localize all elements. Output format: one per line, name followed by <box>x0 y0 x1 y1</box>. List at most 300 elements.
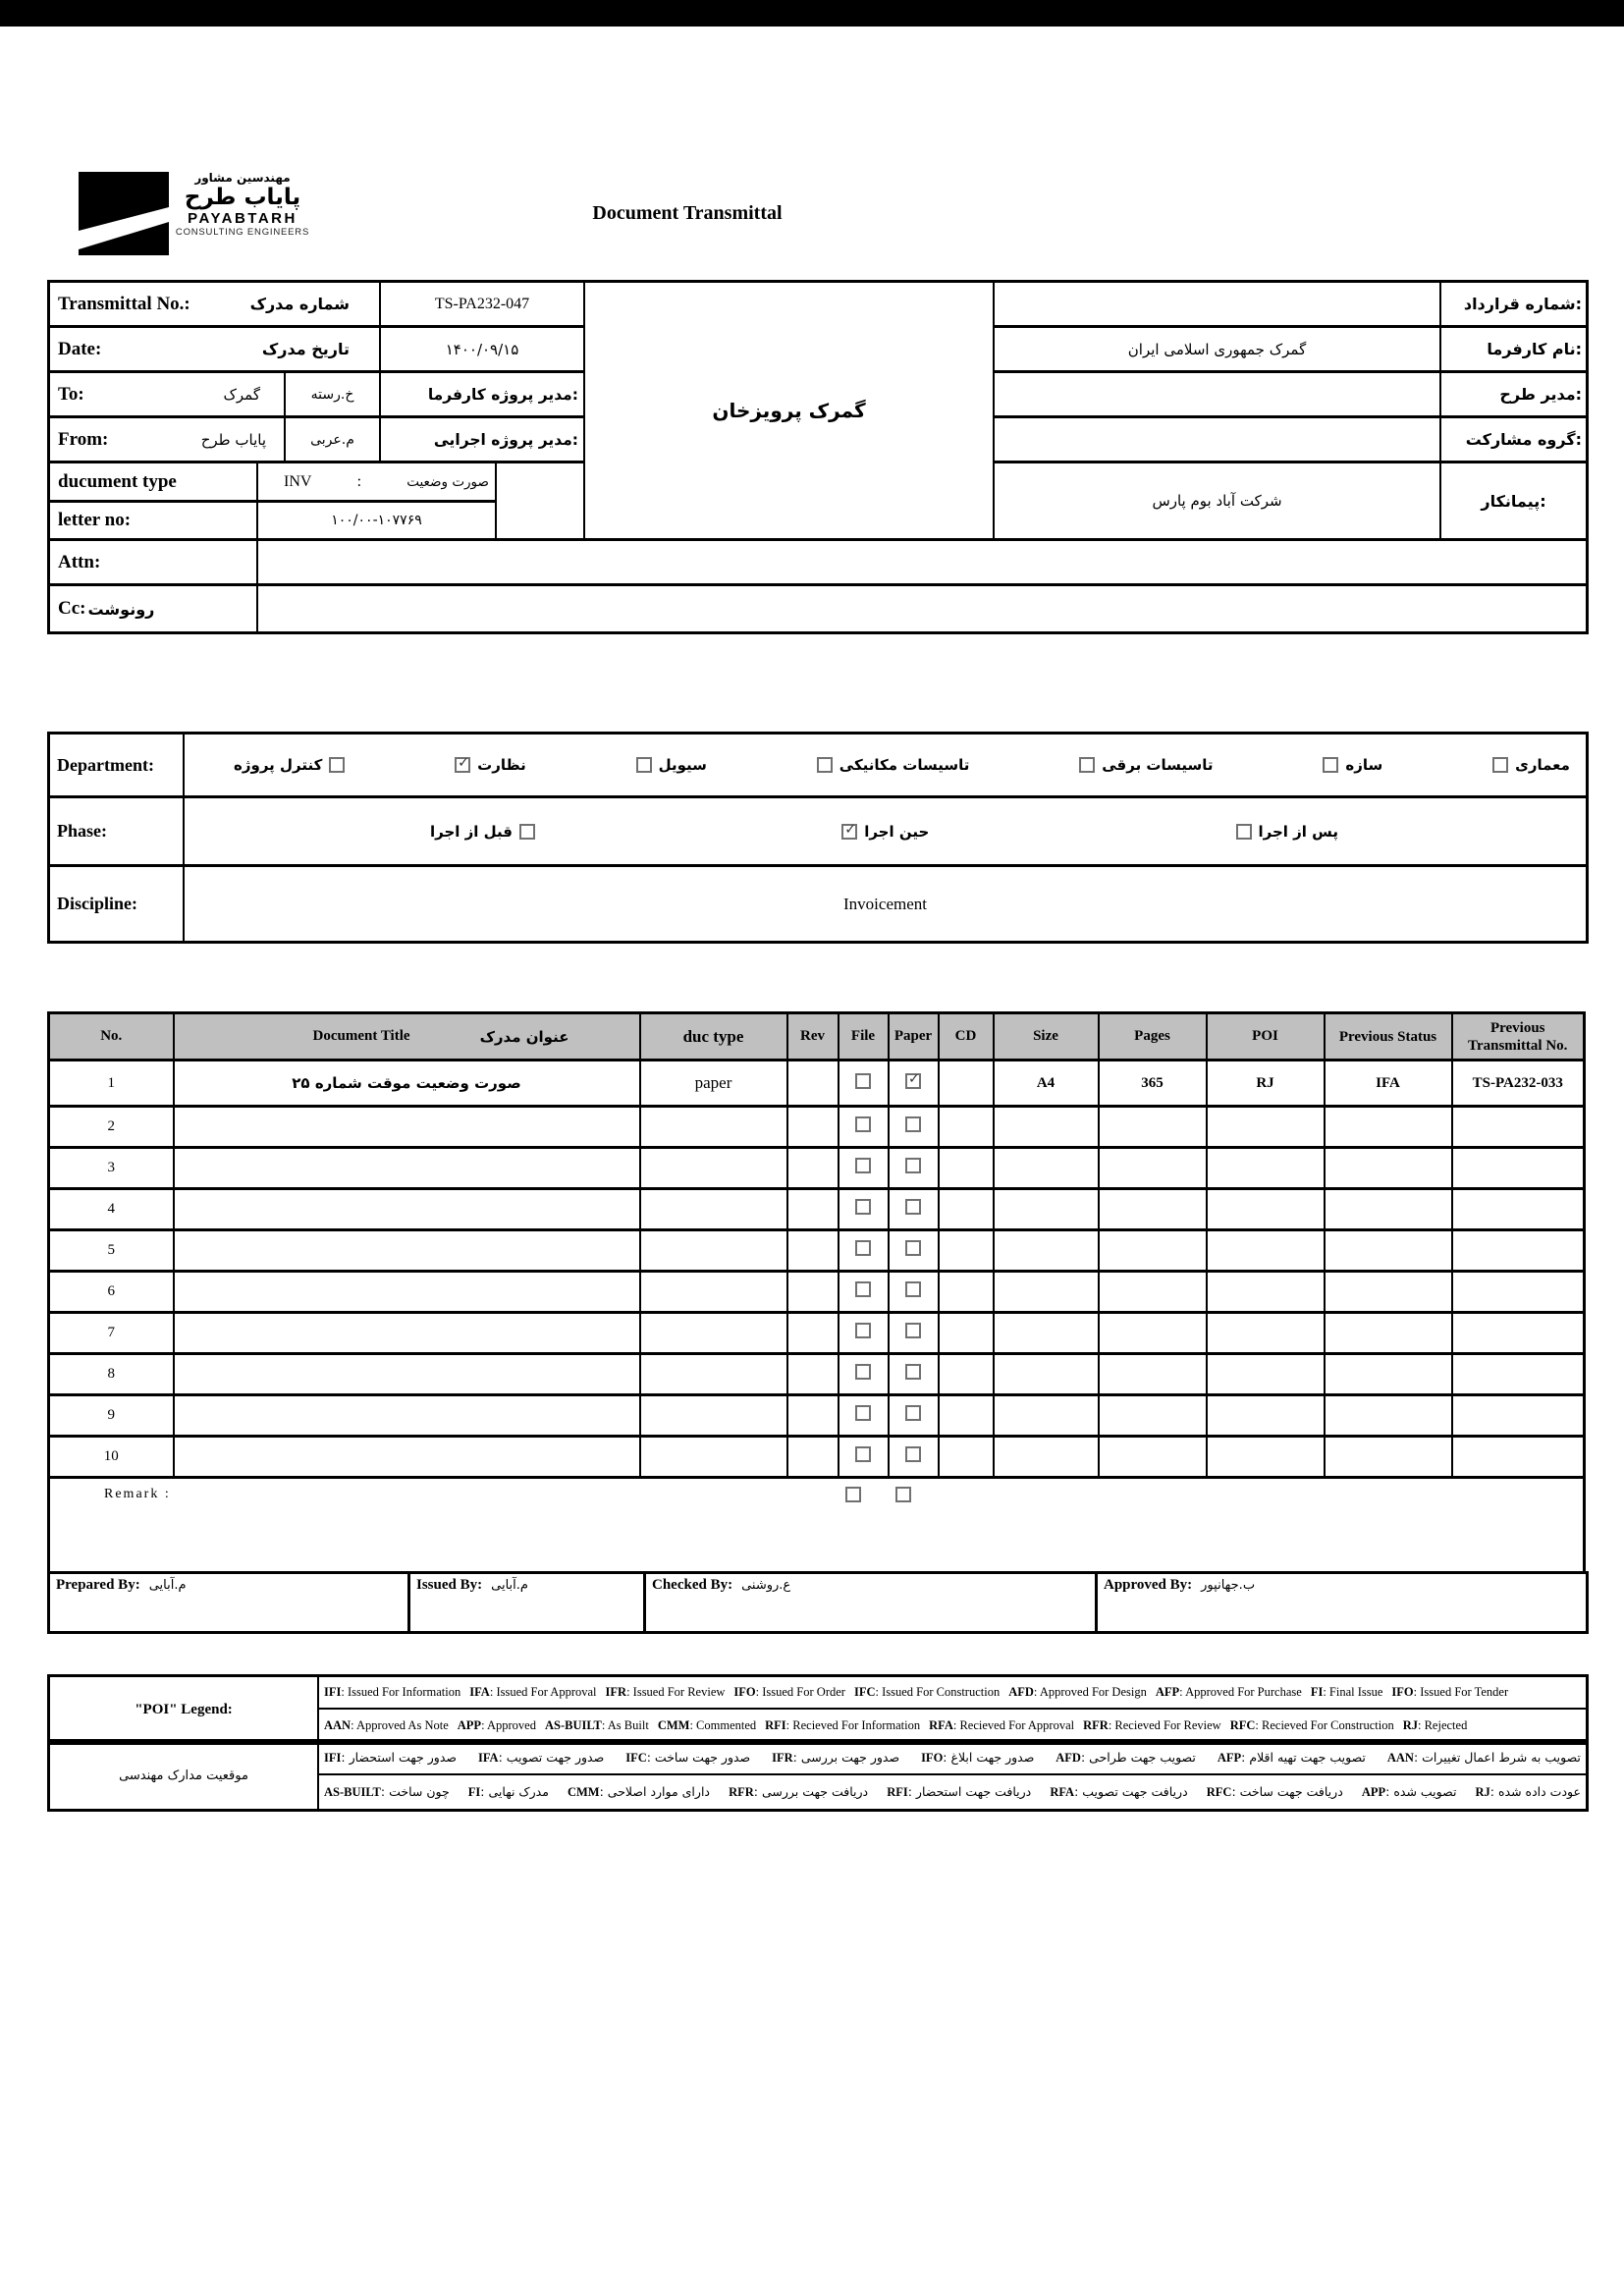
legend-item <box>733 1685 845 1700</box>
paper-checkbox[interactable] <box>905 1240 921 1256</box>
file-checkbox-cell <box>839 1437 889 1478</box>
cell-poi <box>1207 1354 1325 1395</box>
design-manager-value <box>995 373 1441 418</box>
attn-label: Attn: <box>58 551 101 572</box>
cell-poi <box>1207 1272 1325 1313</box>
cell-duc-type <box>640 1230 787 1272</box>
date-label-en: Date: <box>58 338 102 359</box>
cell-no: 3 <box>49 1148 174 1189</box>
cell-rev <box>787 1437 839 1478</box>
from-person: م.عربی <box>286 418 381 463</box>
legend-text: : Recieved For Construction <box>1255 1718 1394 1732</box>
cell-pages <box>1099 1395 1207 1437</box>
poi-legend-fa <box>47 1739 1589 1812</box>
legend-code: IFI <box>324 1751 342 1765</box>
file-checkbox-cell <box>839 1272 889 1313</box>
cell-rev <box>787 1313 839 1354</box>
cell-prev-status <box>1325 1313 1452 1354</box>
poi-legend-line1 <box>319 1677 1586 1710</box>
legend-text: : Issued For Order <box>755 1685 845 1699</box>
department-option-label: تاسیسات برقی <box>1102 756 1214 774</box>
cell-size <box>994 1189 1099 1230</box>
cell-duc-type <box>640 1189 787 1230</box>
paper-checkbox[interactable] <box>905 1116 921 1132</box>
cell-poi <box>1207 1107 1325 1148</box>
legend-code: IFA <box>469 1685 490 1699</box>
cell-rev <box>787 1354 839 1395</box>
legend-text: : Approved <box>481 1718 536 1732</box>
paper-checkbox-cell <box>889 1354 939 1395</box>
col-header-file: File <box>839 1013 889 1061</box>
legend-code: RFI <box>765 1718 786 1732</box>
phase-options <box>185 798 1586 867</box>
issued-by-name: م.آبایی <box>491 1578 528 1593</box>
doc-type-label: ducument type <box>58 470 177 492</box>
legend-item <box>658 1718 756 1733</box>
cell-no: 8 <box>49 1354 174 1395</box>
department-option <box>636 756 707 774</box>
legend-code: FI <box>1310 1685 1324 1699</box>
cell-duc-type <box>640 1354 787 1395</box>
file-checkbox[interactable] <box>855 1073 871 1089</box>
phase-label: Phase: <box>50 798 185 867</box>
file-checkbox[interactable] <box>855 1116 871 1132</box>
legend-item <box>729 1784 868 1800</box>
legend-text: : تصویب جهت طراحی <box>1080 1750 1196 1765</box>
legend-text: : صدور جهت بررسی <box>792 1750 900 1765</box>
doc-type-value-cell <box>258 463 497 503</box>
department-option-label: معماری <box>1515 756 1570 774</box>
cell-cd <box>939 1313 994 1354</box>
cell-duc-type: paper <box>640 1061 787 1107</box>
paper-checkbox[interactable] <box>905 1446 921 1462</box>
paper-checkbox[interactable] <box>905 1405 921 1421</box>
paper-checkbox-cell <box>889 1061 939 1107</box>
contract-no-label: شماره قرارداد: <box>1441 283 1586 328</box>
col-header-title <box>174 1013 640 1061</box>
paper-checkbox-cell <box>889 1437 939 1478</box>
legend-code: RFA <box>929 1718 953 1732</box>
cell-duc-type <box>640 1395 787 1437</box>
paper-checkbox[interactable] <box>905 1199 921 1215</box>
cell-prev-status <box>1325 1189 1452 1230</box>
file-checkbox[interactable] <box>855 1158 871 1173</box>
to-cell <box>50 373 286 418</box>
legend-text: : چون ساخت <box>380 1784 450 1799</box>
cell-prev-transmittal <box>1452 1230 1585 1272</box>
department-option <box>1492 756 1570 774</box>
cell-size <box>994 1354 1099 1395</box>
table-header-row <box>49 1013 1585 1061</box>
legend-item <box>324 1685 460 1700</box>
document-list <box>47 1011 1586 1574</box>
department-checkbox[interactable] <box>1323 757 1338 773</box>
legend-code: IFC <box>853 1685 876 1699</box>
phase-checkbox[interactable] <box>519 824 535 840</box>
legend-code: APP <box>457 1718 482 1732</box>
cell-cd <box>939 1354 994 1395</box>
legend-text: : دریافت جهت ساخت <box>1231 1784 1343 1799</box>
cell-poi: RJ <box>1207 1061 1325 1107</box>
legend-item <box>1362 1784 1457 1800</box>
col-header-duc-type: duc type <box>640 1013 787 1061</box>
approved-by-cell <box>1098 1574 1586 1631</box>
signature-strip <box>47 1571 1589 1634</box>
logo-en-tagline: CONSULTING ENGINEERS <box>175 227 310 239</box>
file-checkbox-cell <box>839 1107 889 1148</box>
attn-label-cell <box>50 541 258 586</box>
legend-code: FI <box>467 1785 481 1799</box>
transmittal-no-label-cell <box>50 283 381 328</box>
phase-option-label: قبل از اجرا <box>430 822 513 841</box>
legend-code: AFP <box>1155 1685 1180 1699</box>
legend-code: RJ <box>1475 1785 1490 1799</box>
cell-rev <box>787 1061 839 1107</box>
checked-by-name: ع.روشنی <box>741 1578 791 1593</box>
legend-item <box>1207 1784 1343 1800</box>
legend-text: : تصویب به شرط اعمال تغییرات <box>1413 1750 1581 1765</box>
col-header-cd: CD <box>939 1013 994 1061</box>
cell-size <box>994 1230 1099 1272</box>
legend-item <box>929 1718 1074 1733</box>
project-name: گمرک پرویزخان <box>585 283 995 541</box>
approved-by-name: ب.جهانپور <box>1201 1578 1256 1593</box>
letter-no-label-cell <box>50 503 258 541</box>
legend-item <box>772 1750 899 1766</box>
to-label: To: <box>58 383 84 405</box>
legend-item <box>1476 1784 1581 1800</box>
legend-text: : Issued For Approval <box>489 1685 597 1699</box>
prepared-by-label: Prepared By: <box>56 1577 140 1593</box>
col-header-prev-transmittal: Previous Transmittal No. <box>1452 1013 1585 1061</box>
legend-item <box>921 1750 1034 1766</box>
cell-prev-transmittal <box>1452 1437 1585 1478</box>
legend-text: : Approved For Purchase <box>1179 1685 1302 1699</box>
cell-duc-type <box>640 1437 787 1478</box>
date-value: ۱۴۰۰/۰۹/۱۵ <box>381 328 585 373</box>
cell-pages <box>1099 1230 1207 1272</box>
legend-code: IFC <box>625 1751 647 1765</box>
legend-item <box>469 1685 596 1700</box>
legend-code: RFI <box>887 1785 908 1799</box>
paper-checkbox-cell <box>889 1148 939 1189</box>
cell-pages <box>1099 1313 1207 1354</box>
col-header-no: No. <box>49 1013 174 1061</box>
date-label-fa: تاریخ مدرک <box>261 340 350 358</box>
doc-table-row <box>49 1230 1585 1272</box>
client-name-value: گمرک جمهوری اسلامی ایران <box>995 328 1441 373</box>
contract-no-value <box>995 283 1441 328</box>
department-option-label: سیویل <box>658 756 707 774</box>
document-table <box>47 1011 1586 1574</box>
file-checkbox[interactable] <box>855 1323 871 1338</box>
cell-rev <box>787 1230 839 1272</box>
cell-duc-type <box>640 1313 787 1354</box>
legend-item <box>478 1750 604 1766</box>
remark-paper-checkbox[interactable] <box>895 1487 911 1502</box>
paper-checkbox-cell <box>889 1313 939 1354</box>
legend-text: : Approved As Note <box>351 1718 449 1732</box>
letter-no-value: ۱۰۰/۰۰-۱۰۷۷۶۹ <box>258 503 497 541</box>
legend-item <box>887 1784 1031 1800</box>
legend-item <box>1008 1685 1147 1700</box>
legend-text: : صدور جهت استحضار <box>341 1750 457 1765</box>
transmittal-no-label-en: Transmittal No.: <box>58 293 190 314</box>
remark-label: Remark : <box>104 1487 171 1501</box>
from-label: From: <box>58 428 109 450</box>
department-checkbox[interactable] <box>1079 757 1095 773</box>
legend-code: IFO <box>733 1685 756 1699</box>
cell-no: 4 <box>49 1189 174 1230</box>
department-option <box>455 756 526 774</box>
legend-text: : Recieved For Review <box>1108 1718 1221 1732</box>
cell-poi <box>1207 1189 1325 1230</box>
cell-size: A4 <box>994 1061 1099 1107</box>
legend-code: AFD <box>1056 1751 1081 1765</box>
doc-table-row <box>49 1272 1585 1313</box>
department-option-label: سازه <box>1345 756 1383 774</box>
client-pm-label: مدیر پروژه کارفرما: <box>381 373 585 418</box>
cell-doc-title <box>174 1354 640 1395</box>
remark-file-checkbox[interactable] <box>845 1487 861 1502</box>
legend-code: RFR <box>729 1785 754 1799</box>
cell-no: 7 <box>49 1313 174 1354</box>
department-checkbox[interactable] <box>329 757 345 773</box>
department-options <box>185 734 1586 798</box>
cell-size <box>994 1437 1099 1478</box>
file-checkbox[interactable] <box>855 1405 871 1421</box>
phase-option <box>430 823 535 841</box>
legend-text: : As Built <box>601 1718 649 1732</box>
col-header-title-en: Document Title <box>312 1028 410 1044</box>
checked-by-label: Checked By: <box>652 1577 733 1593</box>
file-checkbox-cell <box>839 1061 889 1107</box>
cell-prev-transmittal <box>1452 1395 1585 1437</box>
phase-option-label: پس از اجرا <box>1258 822 1338 841</box>
department-option-label: نظارت <box>477 756 526 774</box>
cell-cd <box>939 1395 994 1437</box>
department-checkbox[interactable] <box>455 757 470 773</box>
department-option <box>1079 756 1213 774</box>
remark-row <box>49 1478 1585 1573</box>
col-header-title-fa: عنوان مدرک <box>479 1027 569 1046</box>
legend-code: AS-BUILT <box>324 1785 381 1799</box>
remark-cell <box>49 1478 1585 1573</box>
legend-item <box>324 1718 449 1733</box>
legend-code: AFP <box>1217 1751 1242 1765</box>
cell-rev <box>787 1107 839 1148</box>
legend-code: RJ <box>1402 1718 1418 1732</box>
fa-legend-label: موقعیت مدارک مهندسی <box>50 1742 319 1809</box>
cell-doc-title <box>174 1272 640 1313</box>
legend-text: : Issued For Tender <box>1413 1685 1509 1699</box>
cell-doc-title: صورت وضعیت موقت شماره ۲۵ <box>174 1061 640 1107</box>
attn-value <box>258 541 1586 586</box>
legend-code: RFR <box>1083 1718 1109 1732</box>
cell-pages <box>1099 1189 1207 1230</box>
doc-table-row <box>49 1148 1585 1189</box>
legend-text: : Issued For Information <box>341 1685 461 1699</box>
legend-item <box>1218 1750 1366 1766</box>
phase-option <box>1236 823 1338 841</box>
legend-item <box>606 1685 726 1700</box>
file-checkbox[interactable] <box>855 1446 871 1462</box>
legend-item <box>1391 1685 1508 1700</box>
cell-rev <box>787 1272 839 1313</box>
legend-text: : Approved For Design <box>1033 1685 1147 1699</box>
legend-item <box>1230 1718 1394 1733</box>
doc-table-row <box>49 1395 1585 1437</box>
doc-table-row <box>49 1061 1585 1107</box>
cell-pages <box>1099 1437 1207 1478</box>
file-checkbox[interactable] <box>855 1240 871 1256</box>
discipline-value: Invoicement <box>843 894 927 913</box>
cell-cd <box>939 1061 994 1107</box>
file-checkbox-cell <box>839 1230 889 1272</box>
prepared-by-cell <box>50 1574 410 1631</box>
phase-option-label: حین اجرا <box>864 822 930 841</box>
paper-checkbox[interactable] <box>905 1364 921 1380</box>
cell-rev <box>787 1148 839 1189</box>
file-checkbox[interactable] <box>855 1364 871 1380</box>
legend-item <box>1083 1718 1221 1733</box>
legend-text: : مدرک نهایی <box>480 1784 549 1799</box>
cell-prev-status <box>1325 1148 1452 1189</box>
cell-prev-status <box>1325 1230 1452 1272</box>
legend-code: CMM <box>567 1785 600 1799</box>
phase-checkbox[interactable] <box>841 824 857 840</box>
cell-cd <box>939 1189 994 1230</box>
cell-prev-status: IFA <box>1325 1061 1452 1107</box>
paper-checkbox-cell <box>889 1272 939 1313</box>
doc-type-label-cell <box>50 463 258 503</box>
cell-doc-title <box>174 1107 640 1148</box>
paper-checkbox[interactable] <box>905 1323 921 1338</box>
cell-prev-transmittal <box>1452 1354 1585 1395</box>
legend-item <box>1156 1685 1302 1700</box>
cell-cd <box>939 1272 994 1313</box>
legend-text: : Issued For Review <box>626 1685 726 1699</box>
issued-by-cell <box>410 1574 646 1631</box>
doc-type-fa: صورت وضعیت <box>406 473 489 490</box>
col-header-rev: Rev <box>787 1013 839 1061</box>
legend-text: : Final Issue <box>1323 1685 1383 1699</box>
department-checkbox[interactable] <box>817 757 833 773</box>
to-value: گمرک <box>223 385 260 404</box>
cc-value <box>258 586 1586 631</box>
legend-code: RFC <box>1206 1785 1232 1799</box>
file-checkbox[interactable] <box>855 1199 871 1215</box>
department-option <box>1323 756 1382 774</box>
legend-text: : صدور جهت ابلاغ <box>943 1750 1035 1765</box>
approved-by-label: Approved By: <box>1104 1577 1193 1593</box>
legend-item <box>1056 1750 1196 1766</box>
transmittal-no-label-fa: شماره مدرک <box>249 295 350 313</box>
legend-item <box>1387 1750 1581 1766</box>
phase-checkbox[interactable] <box>1236 824 1252 840</box>
cell-pages <box>1099 1148 1207 1189</box>
legend-text: : صدور جهت تصویب <box>498 1750 605 1765</box>
file-checkbox-cell <box>839 1189 889 1230</box>
cell-duc-type <box>640 1148 787 1189</box>
legend-text: : صدور جهت ساخت <box>646 1750 751 1765</box>
col-header-prev-status: Previous Status <box>1325 1013 1452 1061</box>
cell-duc-type <box>640 1107 787 1148</box>
cell-prev-status <box>1325 1395 1452 1437</box>
cell-rev <box>787 1189 839 1230</box>
legend-code: AAN <box>324 1718 352 1732</box>
legend-item <box>458 1718 536 1733</box>
cell-poi <box>1207 1230 1325 1272</box>
bottom-black-bar <box>0 0 1624 27</box>
cell-no: 1 <box>49 1061 174 1107</box>
cell-prev-transmittal <box>1452 1272 1585 1313</box>
client-name-label: نام کارفرما: <box>1441 328 1586 373</box>
cell-cd <box>939 1107 994 1148</box>
poi-legend-en <box>47 1674 1589 1745</box>
legend-item <box>568 1784 710 1800</box>
from-cell <box>50 418 286 463</box>
cell-poi <box>1207 1313 1325 1354</box>
transmittal-no-value: TS-PA232-047 <box>381 283 585 328</box>
cell-doc-title <box>174 1230 640 1272</box>
cell-prev-status <box>1325 1354 1452 1395</box>
cell-poi <box>1207 1437 1325 1478</box>
doc-table-row <box>49 1437 1585 1478</box>
page-title: Document Transmittal <box>592 202 783 224</box>
legend-item <box>625 1750 750 1766</box>
cell-prev-status <box>1325 1437 1452 1478</box>
paper-checkbox[interactable] <box>905 1073 921 1089</box>
doc-type-code: INV <box>284 472 312 490</box>
legend-text: : Recieved For Information <box>785 1718 921 1732</box>
doc-table-row <box>49 1189 1585 1230</box>
cell-pages <box>1099 1272 1207 1313</box>
doc-table-row <box>49 1354 1585 1395</box>
cell-doc-title <box>174 1148 640 1189</box>
paper-checkbox[interactable] <box>905 1281 921 1297</box>
legend-code: IFR <box>605 1685 627 1699</box>
legend-item <box>324 1784 450 1800</box>
cell-prev-transmittal <box>1452 1313 1585 1354</box>
department-checkbox[interactable] <box>636 757 652 773</box>
logo-fa-tagline: مهندسین مشاور <box>194 171 291 185</box>
cell-prev-transmittal <box>1452 1148 1585 1189</box>
to-person: خ.رسته <box>286 373 381 418</box>
cc-label-cell <box>50 586 258 631</box>
file-checkbox[interactable] <box>855 1281 871 1297</box>
cell-poi <box>1207 1148 1325 1189</box>
legend-text: : Issued For Construction <box>875 1685 1001 1699</box>
discipline-label: Discipline: <box>50 867 185 941</box>
department-option <box>234 756 345 774</box>
paper-checkbox[interactable] <box>905 1158 921 1173</box>
legend-code: RFA <box>1050 1785 1075 1799</box>
department-option-label: تاسیسات مکانیکی <box>839 756 970 774</box>
cell-duc-type <box>640 1272 787 1313</box>
cell-size <box>994 1395 1099 1437</box>
legend-code: IFI <box>324 1685 342 1699</box>
paper-checkbox-cell <box>889 1395 939 1437</box>
contractor-label: پیمانکار: <box>1441 463 1586 541</box>
legend-item <box>1311 1685 1383 1700</box>
legend-code: IFR <box>772 1751 793 1765</box>
cell-size <box>994 1107 1099 1148</box>
cell-size <box>994 1148 1099 1189</box>
department-checkbox[interactable] <box>1492 757 1508 773</box>
poi-legend-label: "POI" Legend: <box>50 1677 319 1742</box>
cell-doc-title <box>174 1313 640 1354</box>
